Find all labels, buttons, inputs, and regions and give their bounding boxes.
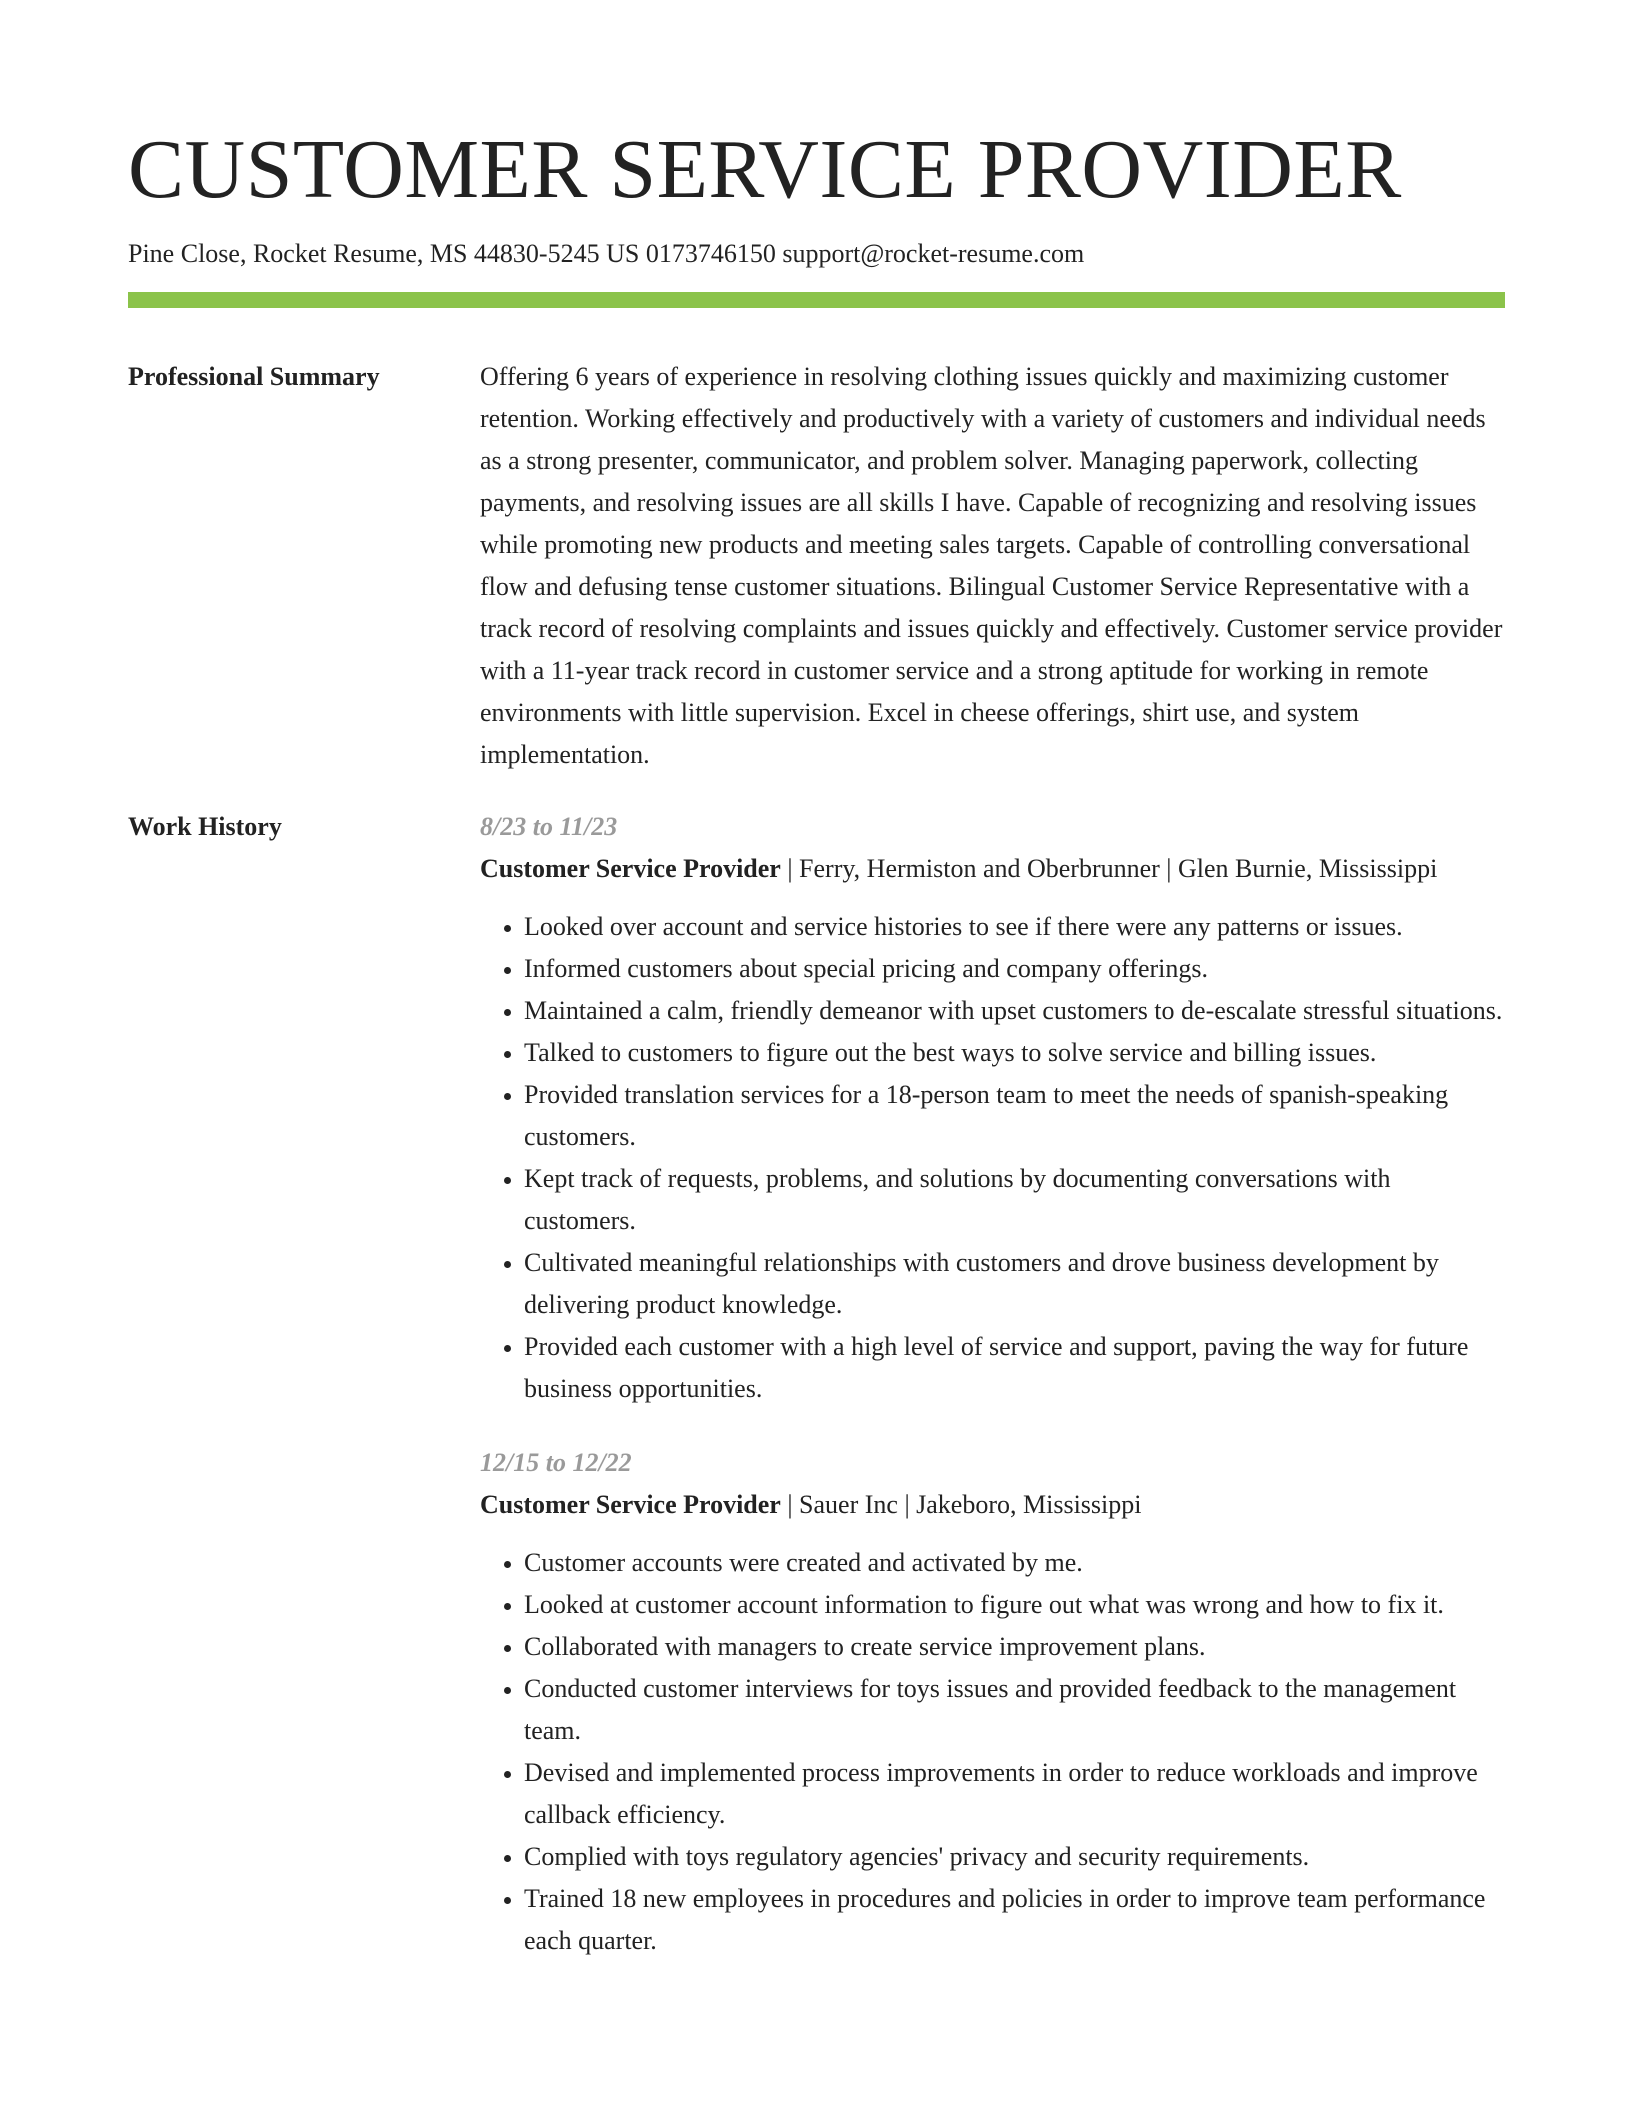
work-history-body	[480, 806, 1505, 1962]
job-bullet: • Trained 18 new employees in procedures and policies in order to improve team performance each quarter.	[524, 1878, 1505, 1962]
job-responsibilities-list	[480, 906, 1505, 1410]
job-entry	[480, 806, 1505, 1410]
section-heading-professional-summary: Professional Summary	[128, 362, 380, 391]
job-responsibilities-list	[480, 1542, 1505, 1962]
job-employer-location: | Ferry, Hermiston and Oberbrunner | Glen Burnie, Mississippi	[780, 854, 1438, 883]
job-bullet: • Kept track of requests, problems, and solutions by documenting conversations with customers.	[524, 1158, 1505, 1242]
job-bullet: • Complied with toys regulatory agencies' privacy and security requirements.	[524, 1836, 1505, 1878]
job-dates: 8/23 to 11/23	[480, 812, 618, 841]
job-bullet: • Looked over account and service histories to see if there were any patterns or issues.	[524, 906, 1505, 948]
job-employer-location: | Sauer Inc | Jakeboro, Mississippi	[780, 1490, 1142, 1519]
job-bullet: • Provided each customer with a high level of service and support, paving the way for future business opportunities.	[524, 1326, 1505, 1410]
job-bullet: • Conducted customer interviews for toys issues and provided feedback to the management team.	[524, 1668, 1505, 1752]
job-title: Customer Service Provider	[480, 1490, 781, 1519]
job-dates: 12/15 to 12/22	[480, 1448, 632, 1477]
resume-name-heading: CUSTOMER SERVICE PROVIDER	[128, 123, 1402, 216]
job-entry	[480, 1442, 1505, 1962]
job-title-line	[480, 1484, 1505, 1526]
job-bullet: • Provided translation services for a 18-person team to meet the needs of spanish-speaking customers.	[524, 1074, 1505, 1158]
job-bullet: • Devised and implemented process improvements in order to reduce workloads and improve callback efficiency.	[524, 1752, 1505, 1836]
section-heading-work-history: Work History	[128, 812, 282, 841]
job-bullet: • Customer accounts were created and activated by me.	[524, 1542, 1505, 1584]
summary-paragraph: Offering 6 years of experience in resolving clothing issues quickly and maximizing customer retention. Working effectively and productively with a variety of customers and individual needs as a strong presenter, communicator, and problem solver. Managing paperwork, collecting payments, and resolving issues are all skills I have. Capable of recognizing and resolving issues while promoting new products and meeting sales targets. Capable of controlling conversational flow and defusing tense customer situations. Bilingual Customer Service Representative with a track record of resolving complaints and issues quickly and effectively. Customer service provider with a 11-year track record in customer service and a strong aptitude for working in remote environments with little supervision. Excel in cheese offerings, shirt use, and system implementation.	[480, 362, 1503, 769]
job-bullet: • Talked to customers to figure out the best ways to solve service and billing issues.	[524, 1032, 1505, 1074]
job-bullet: • Collaborated with managers to create service improvement plans.	[524, 1626, 1505, 1668]
professional-summary-body	[480, 356, 1505, 776]
job-bullet: • Cultivated meaningful relationships with customers and drove business development by delivering product knowledge.	[524, 1242, 1505, 1326]
accent-divider	[128, 292, 1505, 308]
resume-page	[128, 0, 1505, 1962]
professional-summary-section	[128, 356, 1505, 776]
job-title-line	[480, 848, 1505, 890]
job-bullet: • Maintained a calm, friendly demeanor with upset customers to de-escalate stressful situations.	[524, 990, 1505, 1032]
job-title: Customer Service Provider	[480, 854, 781, 883]
job-bullet: • Looked at customer account information to figure out what was wrong and how to fix it.	[524, 1584, 1505, 1626]
work-history-section	[128, 806, 1505, 1962]
contact-line: Pine Close, Rocket Resume, MS 44830-5245 US 0173746150 support@rocket-resume.com	[128, 239, 1085, 268]
job-bullet: • Informed customers about special pricing and company offerings.	[524, 948, 1505, 990]
